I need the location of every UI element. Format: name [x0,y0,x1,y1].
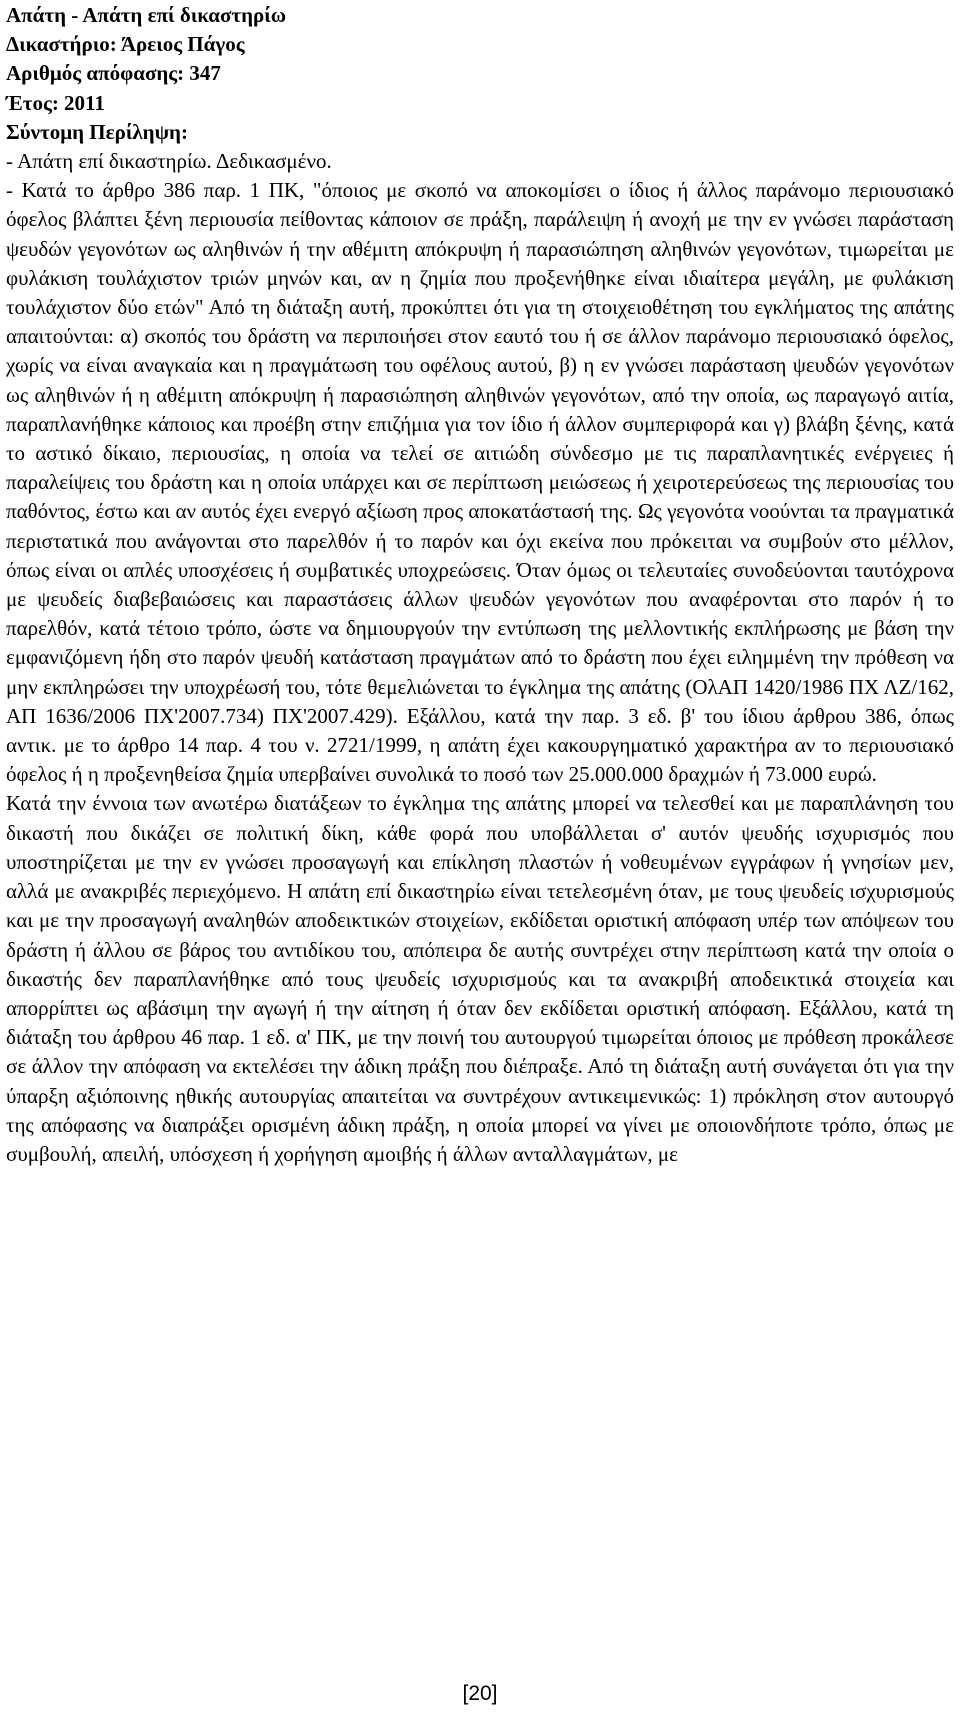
body-paragraph: Κατά την έννοια των ανωτέρω διατάξεων το έγκλημα της απάτης μπορεί να τελεσθεί και με παραπλάνηση του δικαστή που δικάζει σε πολιτική δίκη, κάθε φορά που υποβάλλεται σ' αυτόν ψευδής ισχυρισμός που υποστηρίζεται με την εν γνώσει προσαγωγή και επίκληση πλαστών ή νοθευμένων εγγράφων ή γνησίων μεν, αλλά με ανακριβές περιεχόμενο. Η απάτη επί δικαστηρίω είναι τετελεσμένη όταν, με τους ψευδείς ισχυρισμούς και με την προσαγωγή αναληθών αποδεικτικών στοιχείων, εκδίδεται οριστική απόφαση υπέρ των απόψεων του δράστη ή άλλου σε βάρος του αντιδίκου του, απόπειρα δε αυτής συντρέχει στην περίπτωση κατά την οποία ο δικαστής δεν παραπλανήθηκε από τους ψευδείς ισχυρισμούς και τα ανακριβή αποδεικτικά στοιχεία και απορρίπτει ως αβάσιμη την αγωγή ή την αίτηση ή όταν δεν εκδίδεται οριστική απόφαση. Εξάλλου, κατά τη διάταξη του άρθρου 46 παρ. 1 εδ. α' ΠΚ, με την ποινή του αυτουργού τιμωρείται όποιος με πρόθεση προκάλεσε σε άλλον την απόφαση να εκτελέσει την άδικη πράξη που διέπραξε. Από τη διάταξη αυτή συνάγεται ότι για την ύπαρξη αξιόποινης ηθικής αυτουργίας απαιτείται να συντρέχουν αντικειμενικώς: 1) πρόκληση στον αυτουργό της απόφασης να διαπράξει ορισμένη άδικη πράξη, η οποία μπορεί να γίνει με οποιονδήποτε τρόπο, όπως με συμβουλή, απειλή, υπόσχεση ή χορήγηση αμοιβής ή άλλων ανταλλαγμάτων, με [6,791,954,1166]
page-number: [20] [462,1682,498,1705]
court-name: Δικαστήριο: Άρειος Πάγος [6,32,245,57]
body-paragraph: - Κατά το άρθρο 386 παρ. 1 ΠΚ, "όποιος με σκοπό να αποκομίσει ο ίδιος ή άλλος παράνομο περιουσιακό όφελος βλάπτει ξένη περιουσία πείθοντας κάποιον σε πράξη, παράλειψη ή ανοχή με την εν γνώσει παράσταση ψευδών γεγονότων ως αληθινών ή την αθέμιτη απόκρυψη ή παρασιώπηση αληθινών γεγονότων, τιμωρείται με φυλάκιση τουλάχιστον τριών μηνών και, αν η ζημία που προξενήθηκε είναι ιδιαίτερα μεγάλη, με φυλάκιση τουλάχιστον δύο ετών" Από τη διάταξη αυτή, προκύπτει ότι για τη στοιχειοθέτηση του εγκλήματος της απάτης απαιτούνται: α) σκοπός του δράστη να περιποιήσει στον εαυτό του ή σε άλλον παράνομο περιουσιακό όφελος, χωρίς να είναι αναγκαία και η πραγμάτωση του οφέλους αυτού, β) η εν γνώσει παράσταση ψευδών γεγονότων ως αληθινών ή η αθέμιτη απόκρυψη ή παρασιώπηση αληθινών γεγονότων, από την οποία, ως παραγωγό αιτία, παραπλανήθηκε κάποιος και προέβη στην επιζήμια για τον ίδιο ή άλλον συμπεριφορά και γ) βλάβη ξένης, κατά το αστικό δίκαιο, περιουσίας, η οποία να τελεί σε αιτιώδη σύνδεσμο με τις παραπλανητικές ενέργειες ή παραλείψεις του δράστη και η οποία υπάρχει και σε περίπτωση μειώσεως ή χειροτερεύσεως της περιουσίας του παθόντος, έστω και αν αυτός έχει ενεργό αξίωση προς αποκατάστασή της. Ως γεγονότα νοούνται τα πραγματικά περιστατικά που ανάγονται στο παρελθόν ή το παρόν και όχι εκείνα που πρόκειται να συμβούν στο μέλλον, όπως είναι οι απλές υποσχέσεις ή συμβατικές υποχρεώσεις. Όταν όμως οι τελευταίες συνοδεύονται ταυτόχρονα με ψευδείς διαβεβαιώσεις και παραστάσεις άλλων ψευδών γεγονότων που αναφέρονται στο παρόν ή το παρελθόν, κατά τέτοιο τρόπο, ώστε να δημιουργούν την εντύπωση της μελλοντικής εκπλήρωσης με βάση την εμφανιζόμενη ήδη στο παρόν ψευδή κατάσταση πραγμάτων από το δράστη που έχει ειλημμένη την πρόθεση να μην εκπληρώσει την υποχρέωσή του, τότε θεμελιώνεται το έγκλημα της απάτης (ΟλΑΠ 1420/1986 ΠΧ ΛΖ/162, ΑΠ 1636/2006 ΠΧ'2007.734) ΠΧ'2007.429). Εξάλλου, κατά την παρ. 3 εδ. β' του ίδιου άρθρου 386, όπως αντικ. με το άρθρο 14 παρ. 4 του ν. 2721/1999, η απάτη έχει κακουργηματικό χαρακτήρα αν το περιουσιακό όφελος ή η προξενηθείσα ζημία υπερβαίνει συνολικά το ποσό των 25.000.000 δραχμών ή 73.000 ευρώ. [6,178,954,787]
document-page [6,0,954,1169]
decision-number: Αριθμός απόφασης: 347 [6,61,221,86]
document-title: Απάτη - Απάτη επί δικαστηρίω [6,3,287,27]
summary-line: - Απάτη επί δικαστηρίω. Δεδικασμένο. [6,149,332,174]
decision-year: Έτος: 2011 [6,90,105,115]
summary-label: Σύντομη Περίληψη: [6,119,188,144]
